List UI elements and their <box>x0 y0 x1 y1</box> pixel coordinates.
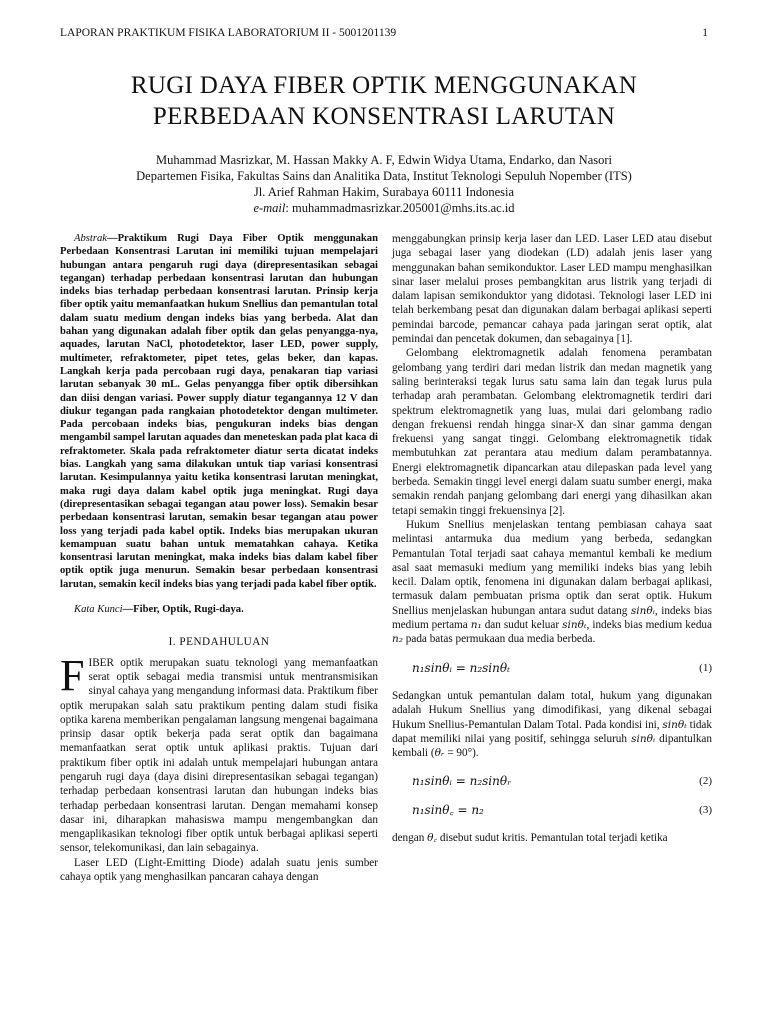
affiliation: Departemen Fisika, Fakultas Sains dan Analitika Data, Institut Teknologi Sepuluh Nopember (ITS) <box>136 169 632 183</box>
abstract <box>60 232 378 591</box>
email-label: e-mail <box>253 201 286 215</box>
tir-text-b: tidak dapat memiliki nilai yang positif, sehingga seluruh <box>392 718 712 745</box>
keywords-text: —Fiber, Optik, Rugi-daya. <box>122 604 244 616</box>
laser-paragraph: menggabungkan prinsip kerja laser dan LED. Laser LED atau disebut juga sebagai laser yang diodekan (LD) adalah jenis laser yang menggunakan bahan semikonduktor. Laser LED mampu menghasilkan sinar laser melalui proses pembangkitan arus listrik yang terjadi di dalam lapisan semikonduktor yang didotasi. Teknologi laser LED ini telah berkembang pesat dan digunakan dalam berbagai aplikasi seperti pemindai barcode, pemancar cahaya pada jaringan serat optik, alat pemindai dan pencetak dokumen, dan sebagainya [1]. <box>392 233 712 346</box>
email-line <box>40 200 728 216</box>
tir-text-d: = 90°). <box>444 747 479 760</box>
equation-2-number: (2) <box>699 775 712 788</box>
title-line-2: PERBEDAAN KONSENTRASI LARUTAN <box>152 103 616 130</box>
right-column <box>392 232 712 845</box>
tir-text-c: dipantulkan kembali ( <box>392 732 712 760</box>
authors: Muhammad Masrizkar, M. Hassan Makky A. F, Edwin Widya Utama, Endarko, dan Nasori <box>155 153 612 167</box>
equation-1-body: n₁sinθᵢ = n₂sinθₜ <box>412 660 511 675</box>
keywords <box>60 603 378 617</box>
intro-paragraph-2: Laser LED (Light-Emitting Diode) adalah suatu jenis sumber cahaya optik yang menghasilkan pancaran cahaya dengan <box>60 856 378 884</box>
equation-2-body: n₁sinθᵢ = n₂sinθᵣ <box>412 774 512 789</box>
snellius-text-b: , indeks bias medium pertama <box>392 604 713 632</box>
critical-text-b: disebut sudut kritis. Pemantulan total terjadi ketika <box>437 831 668 844</box>
snellius-paragraph <box>392 518 712 647</box>
paper-title <box>40 70 728 132</box>
author-block <box>40 152 728 216</box>
drop-cap: F <box>60 650 85 700</box>
running-title: LAPORAN PRAKTIKUM FISIKA LABORATORIUM II - 5001201139 <box>60 27 397 39</box>
intro-p1-text: IBER optik merupakan suatu teknologi yang memanfaatkan serat optik sebagai media transmisi untuk mentransmisikan sinyal cahaya yang mengandung informasi data. Praktikum fiber optik merupakan salah satu praktikum penting dalam studi fisika optika karena memberikan pengalaman langsung mengenai bagaimana prinsip dasar optik bekerja pada serat optik dan bagaimana memanfaatkan serat optik untuk aplikasi praktis. Tujuan dari praktikum fiber optik ini adalah untuk mempelajari hubungan antara pengaruh rugi daya (daya disini direpresentasikan sebagai tegangan) terhadap perbedaan konsentrasi larutan dan hubungan indeks bias terhadap perbedaan konsentrasi larutan. Dengan memahami konsep dasar ini, diharapkan mahasiswa mampu mengembangkan dan mengaplikasikan teknologi fiber optik untuk berbagai aplikasi seperti sensor, telekomunikasi, dan lain sebagainya. <box>60 656 378 855</box>
title-line-1: RUGI DAYA FIBER OPTIK MENGGUNAKAN <box>130 72 638 99</box>
abstract-lead: Abstrak <box>74 233 107 244</box>
equation-3-body: n₁sinθ꜀ = n₂ <box>412 802 484 817</box>
snellius-text-d: , indeks bias medium kedua <box>586 619 712 632</box>
symbol-sin-theta-i-2: sinθᵢ <box>631 732 656 745</box>
symbol-theta-c: θ꜀ <box>427 831 438 844</box>
critical-angle-paragraph <box>392 831 712 845</box>
symbol-sin-theta-i: sinθᵢ <box>630 604 655 617</box>
equation-1-number: (1) <box>699 661 712 674</box>
section-heading-introduction: I. PENDAHULUAN <box>168 636 270 649</box>
symbol-sin-theta-t-2: sinθₜ <box>662 718 687 731</box>
intro-paragraph-1 <box>60 650 378 856</box>
snellius-text-a: Hukum Snellius menjelaskan tentang pembiasan cahaya saat melintasi antarmuka dua medium yang berbeda, sedangkan Pemantulan Total terjadi saat cahaya memantul kembali ke medium asal saat memasuki medium yang memiliki indeks bias yang lebih kecil. Dalam optik, fenomena ini digunakan dalam berbagai aplikasi, termasuk dalam pembuatan prisma optik dan serat optik. Hukum Snellius menjelaskan hubungan antara sudut datang <box>392 518 712 617</box>
address: Jl. Arief Rahman Hakim, Surabaya 60111 Indonesia <box>253 185 515 199</box>
equation-2 <box>412 774 712 788</box>
keywords-label: Kata Kunci <box>74 604 123 616</box>
left-column <box>60 232 378 884</box>
symbol-n1: n₁ <box>470 619 482 632</box>
symbol-theta-r: θᵣ <box>434 747 445 760</box>
email-address: : muhammadmasrizkar.205001@mhs.its.ac.id <box>285 201 515 215</box>
snellius-text-e: pada batas permukaan dua media berbeda. <box>402 633 596 646</box>
page-number: 1 <box>702 27 708 39</box>
snellius-text-c: dan sudut keluar <box>481 619 563 632</box>
symbol-sin-theta-t: sinθₜ <box>562 619 587 632</box>
critical-text-a: dengan <box>392 831 428 844</box>
total-reflection-paragraph <box>392 689 712 760</box>
symbol-n2: n₂ <box>392 633 403 646</box>
em-wave-paragraph: Gelombang elektromagnetik adalah fenomena perambatan gelombang yang terdiri dari medan listrik dan medan magnetik yang saling berinteraksi tegak lurus satu sama lain dan tegak lurus pula terhadap arah perambatan. Gelombang elektromagnetik terdiri dari spektrum elektromagnetik yang luas, mulai dari gelombang radio dengan frekuensi rendah hingga sinar-X dan sinar gamma dengan frekuensi yang sangat tinggi. Gelombang elektromagnetik tidak membutuhkan zat perantara atau medium dalam perambatannya. Energi elektromagnetik dipancarkan atau dilepaskan pada level yang berbeda. Semakin tinggi level energi dalam suatu sumber energi, maka semakin rendah panjang gelombang dari energi yang dihasilkan akan tetapi semakin tinggi frekuensinya [2]. <box>392 347 712 517</box>
equation-3 <box>412 803 712 817</box>
equation-1 <box>412 661 712 675</box>
abstract-text: —Praktikum Rugi Daya Fiber Optik menggunakan Perbedaan Konsentrasi Larutan ini memiliki tujuan mempelajari hubungan antara pengaruh rugi daya (direpresentasikan sebagai tegangan) terhadap perbedaan konsentrasi larutan dan hubungan indeks bias terhadap perbedaan konsentrasi larutan. Prinsip kerja fiber optik yaitu memanfaatkan hukum Snellius dan pemantulan total dalam suatu medium dengan indeks bias yang berbeda. Alat dan bahan yang digunakan adalah fiber optik dan gelas penyangga-nya, aquades, larutan NaCl, photodetektor, laser LED, power supply, multimeter, refraktometer, pipet tetes, gelas beker, dan kapas. Langkah kerja pada percobaan rugi daya, penakaran tiap variasi larutan sebanyak 30 mL. Gelas penyangga fiber optik dibersihkan dan diisi dengan variasi. Power supply diatur tegangannya 12 V dan diukur tegangan pada rangkaian photodetektor dengan multimeter. Pada percobaan indeks bias, pengukuran indeks bias dengan mengambil sampel larutan aquades dan meneteskan pada plat kaca di refraktometer. Skala pada refraktometer diatur serta dicatat indeks bias. Langkah yang sama dilakukan untuk tiap variasi konsentrasi larutan. Kesimpulannya yaitu ketika konsentrasi larutan meningkat, maka rugi daya dalam kabel optik juga meningkat. Rugi daya (direpresentasikan sebagai tegangan atau power loss). Semakin besar perbedaan konsentrasi larutan, semakin besar tegangan atau power loss yang terjadi pada kabel optik. Indeks bias merupakan ukuran kemampuan suatu bahan untuk mematahkan cahaya. Ketika konsentrasi larutan meningkat, maka indeks bias dalam kabel fiber optik optik juga menurun. Semakin besar perbedaan konsentrasi larutan, semakin kecil indeks bias yang terjadi pada kabel fiber optik. <box>60 233 378 590</box>
equation-3-number: (3) <box>699 803 712 816</box>
running-header <box>60 27 708 39</box>
tir-text-a: Sedangkan untuk pemantulan dalam total, hukum yang digunakan adalah Hukum Snellius yang dimodifikasi, yang dikenal sebagai Hukum Snellius-Pemantulan Dalam Total. Pada kondisi ini, <box>392 689 712 731</box>
